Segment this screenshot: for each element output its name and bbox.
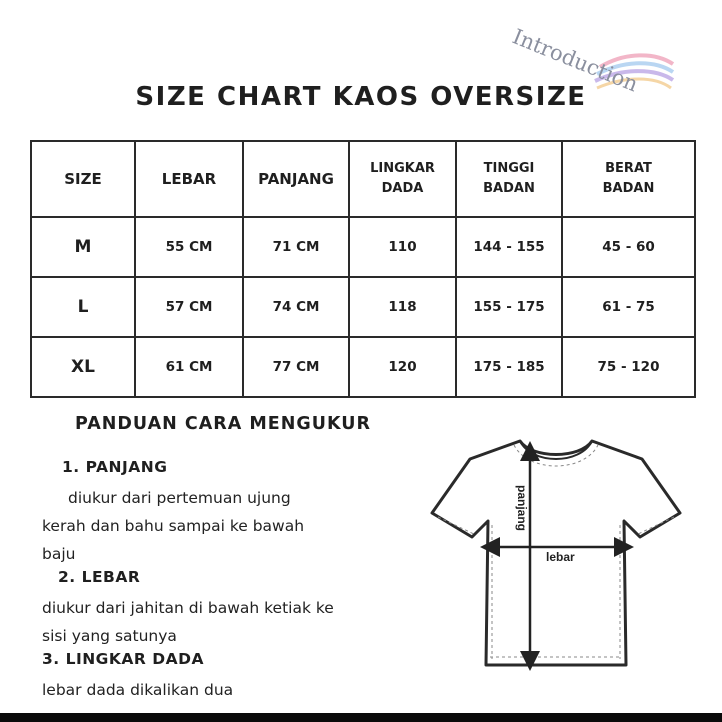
step-panjang-line-3: baju [42,545,76,563]
step-lingkar-dada-line-1: lebar dada dikalikan dua [42,681,234,699]
header-size: SIZE [31,141,135,217]
cell-panjang: 74 CM [243,277,349,337]
page-title: SIZE CHART KAOS OVERSIZE [135,82,587,112]
cell-berat-badan: 45 - 60 [562,217,695,277]
cell-lingkar-dada: 110 [349,217,456,277]
cell-size: XL [31,337,135,397]
step-lebar-line-1: diukur dari jahitan di bawah ketiak ke [42,599,334,617]
cell-panjang: 77 CM [243,337,349,397]
cell-lingkar-dada: 118 [349,277,456,337]
table-row [31,217,695,277]
cell-berat-badan: 61 - 75 [562,277,695,337]
cell-lingkar-dada: 120 [349,337,456,397]
cell-berat-badan: 75 - 120 [562,337,695,397]
table-row [31,337,695,397]
header-tinggi-badan: TINGGI BADAN [456,141,562,217]
length-label: panjang [515,485,529,532]
cell-tinggi-badan: 144 - 155 [456,217,562,277]
table-row [31,277,695,337]
tshirt-measurement-diagram [428,435,684,671]
header-panjang: PANJANG [243,141,349,217]
cell-size: L [31,277,135,337]
cell-panjang: 71 CM [243,217,349,277]
cell-lebar: 61 CM [135,337,243,397]
step-lebar-heading: 2. LEBAR [58,568,141,586]
cell-tinggi-badan: 175 - 185 [456,337,562,397]
table-header-row [31,141,695,217]
guide-title: PANDUAN CARA MENGUKUR [75,414,371,434]
logo-text: Introduction [509,24,642,97]
step-lingkar-dada-heading: 3. LINGKAR DADA [42,650,204,668]
cell-tinggi-badan: 155 - 175 [456,277,562,337]
header-berat-badan: BERAT BADAN [562,141,695,217]
step-panjang-line-1: diukur dari pertemuan ujung [68,489,291,507]
bottom-border-bar [0,713,722,722]
cell-lebar: 55 CM [135,217,243,277]
step-panjang-line-2: kerah dan bahu sampai ke bawah [42,517,305,535]
cell-lebar: 57 CM [135,277,243,337]
step-lebar-line-2: sisi yang satunya [42,627,177,645]
tshirt-icon [428,435,684,671]
size-chart-table [30,140,696,398]
header-lingkar-dada: LINGKAR DADA [349,141,456,217]
step-panjang-heading: 1. PANJANG [62,458,168,476]
width-label: lebar [546,550,575,564]
cell-size: M [31,217,135,277]
header-lebar: LEBAR [135,141,243,217]
